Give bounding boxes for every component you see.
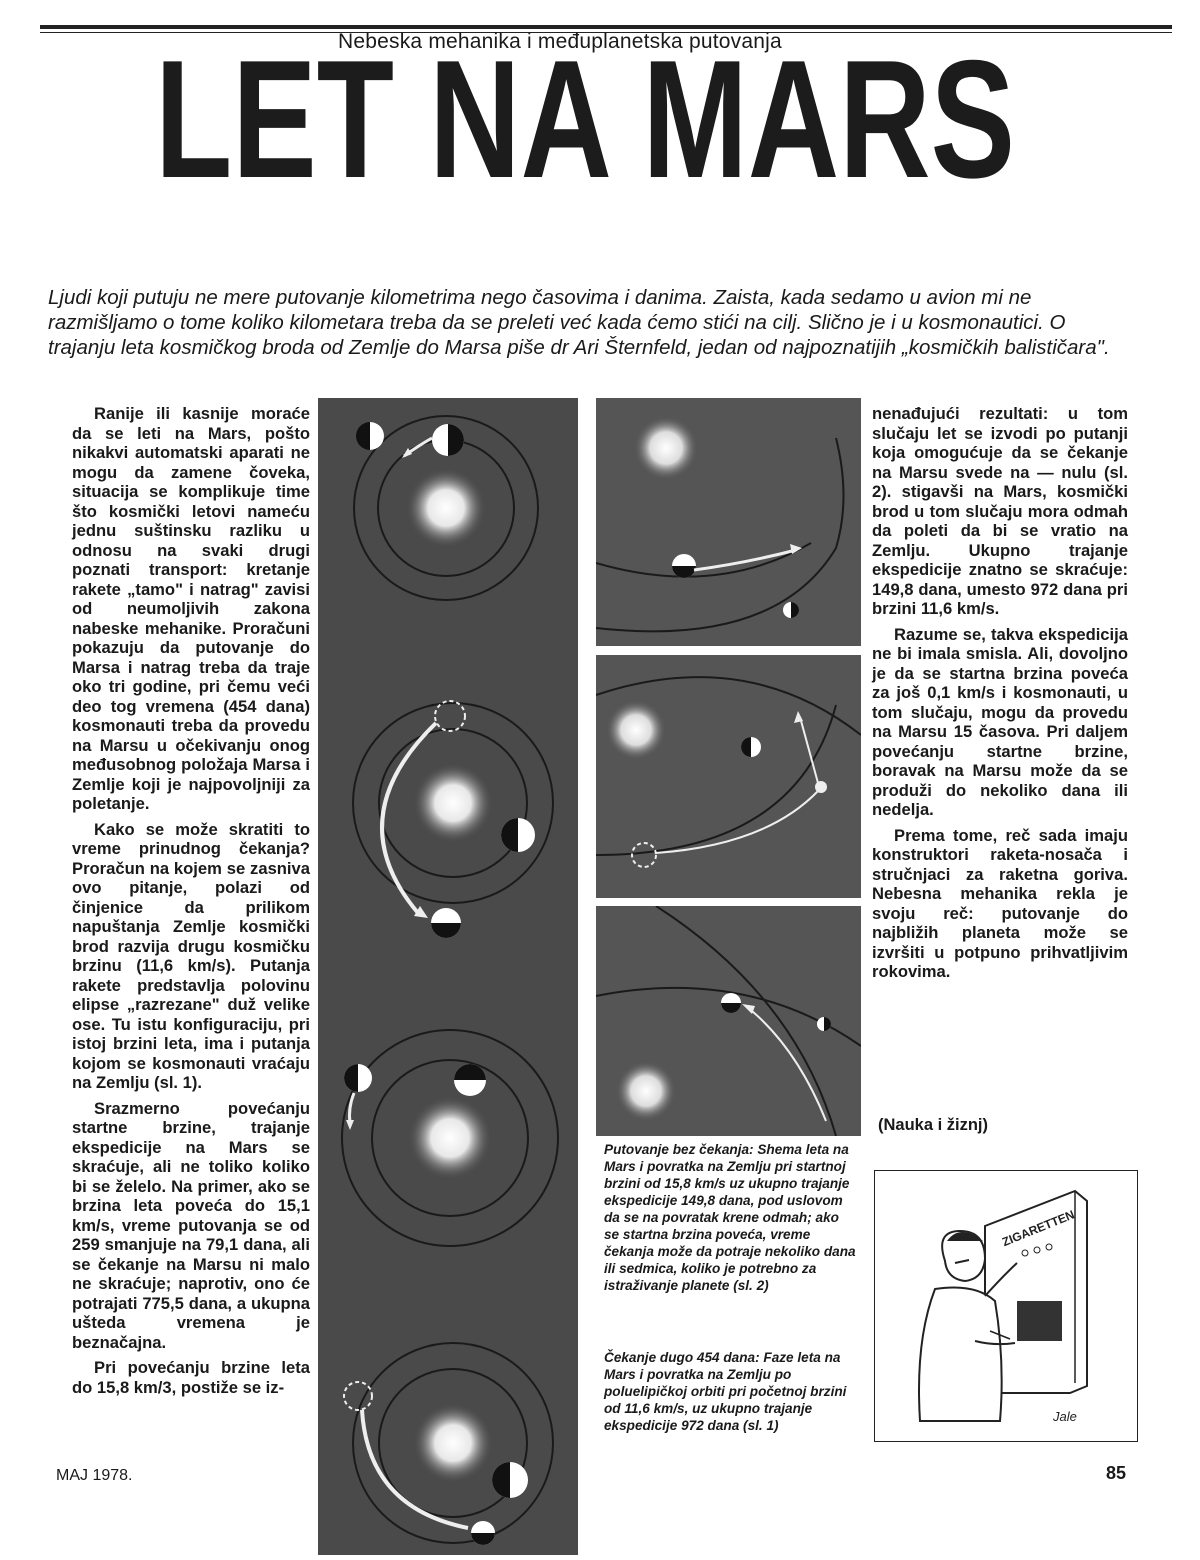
orbit-diagram-4	[344, 1343, 553, 1545]
trajectory-diagram-1	[596, 398, 861, 646]
trajectory-diagram-2	[596, 655, 861, 898]
orbit-diagrams	[318, 398, 578, 1555]
top-rule-thick	[40, 25, 1172, 29]
paragraph: Pri povećanju brzine leta do 15,8 km/3, postiže se iz-	[72, 1358, 310, 1397]
article-title-text: LET NA MARS	[155, 44, 1015, 194]
machine-label: ZIGARETTEN	[1000, 1207, 1077, 1250]
paragraph: Prema tome, reč sada imaju konstruktori raketa-nosača i stručnjaci za raketna goriva. Nebesna mehanika rekla je svoju reč: putovanje do najbližih planeta može se izvršiti u potpuno prihvatljivim rokovima.	[872, 825, 1128, 981]
figure-caption-1: Čekanje dugo 454 dana: Faze leta na Mars i povratka na Zemlju po poluelipičkoj orbiti pri početnoj brzini od 11,6 km/s, uz ukupno trajanje ekspedicije 972 dana (sl. 1)	[604, 1350, 847, 1433]
orbit-diagram-2	[353, 701, 553, 938]
cartoon-illustration	[874, 1170, 1138, 1442]
figure-panel-3	[596, 906, 861, 1136]
cigarette-machine-cartoon	[875, 1171, 1137, 1441]
orbit-diagram-1	[354, 416, 538, 600]
paragraph: Razume se, takva ekspedicija ne bi imala smisla. Ali, dovoljno je da se startna brzina poveća za još 0,1 km/s i kosmonauti, u tom slučaju, mogu da provedu na Marsu 15 časova. Pri daljem povećanju startne brzine, boravak na Marsu može da se produži do nekoliko dana ili nedelja.	[872, 624, 1128, 819]
article-title	[150, 44, 1020, 194]
figure-caption-2: Putovanje bez čekanja: Shema leta na Mars i povratka na Zemlju pri startnoj brzini od 15,8 km/s uz ukupno trajanje ekspedicije 149,8 dana, pod uslovom da se na povratak krene odmah; ako se startna brzina poveća, vreme čekanja može da potraje nekoliko dana ili sedmica, koliko je potrebno za istraživanje planete (sl. 2)	[604, 1142, 856, 1293]
paragraph: nenađujući rezultati: u tom slučaju let se izvodi po putanji koja omogućuje da se čekanje na Marsu svede na — nulu (sl. 2). stigavši na Mars, kosmički brod u tom slučaju mora odmah da poleti da bi se vratio na Zemlju. Ukupno trajanje ekspedicije znatno se skraćuje: 149,8 dana, umesto 972 dana pri brzini 11,6 km/s.	[872, 404, 1128, 618]
article-lead: Ljudi koji putuju ne mere putovanje kilometrima nego časovima i danima. Zaista, kada sedamo u avion mi ne razmišljamo o tome koliko kilometara treba da se preleti već kada ćemo stići na cilj. Slično je i u kosmonautici. O trajanju leta kosmičkog broda od Zemlje do Marsa piše dr Ari Šternfeld, jedan od najpoznatijih „kosmičkih balističara".	[48, 286, 1110, 359]
trajectory-diagram-3	[596, 906, 861, 1136]
article-source: (Nauka i žiznj)	[878, 1116, 989, 1134]
paragraph: Kako se može skratiti to vreme prinudnog čekanja? Proračun na kojem se zasniva ovo pitanje, polazi od činjenice da prilikom napuštanja Zemlje kosmički brod razvija drugu kosmičku brzinu (11,6 km/s). Putanja rakete predstavlja polovinu elipse „razrezane" duž velike ose. Tu istu konfiguraciju, pri istoj brzini leta, ima i putanja kojom se kosmonauti vraćaju na Zemlju (sl. 1).	[72, 819, 310, 1092]
issue-date: MAJ 1978.	[56, 1467, 133, 1484]
text-column-left	[72, 404, 310, 1403]
paragraph: Ranije ili kasnije moraće da se leti na Mars, pošto nikakvi automatski aparati ne mogu da zamene čoveka, situacija se komplikuje time što kosmički letovi nameću jednu suštinsku razliku u odnosu na svaki drugi poznati transport: kretanje rakete „tamo" i natrag" zavisi od neumoljivih zakona nabeske mehanike. Proračuni pokazuju da putovanje do Marsa i natrag treba da traje oko tri godine, pri čemu veći deo tog vremena (454 dana) kosmonauti treba da provedu na Marsu u očekivanju onog međusobnog položaja Marsa i Zemlje koji je najpovoljniji za poletanje.	[72, 404, 310, 813]
figure-panel-1	[596, 398, 861, 646]
text-column-right	[872, 404, 1128, 988]
paragraph: Srazmerno povećanju startne brzine, trajanje ekspedicije na Mars se skraćuje, ali ne toliko koliko bi se želelo. Na primer, ako se brzina leta poveća do 15,1 km/s, vreme putovanja se od 259 smanjuje na 79,1 dana, ali se čekanje na Marsu ni malo ne skraćuje; naprotiv, ono će potrajati 775,5 dana, a ukupna ušteda vremena je beznačajna.	[72, 1098, 310, 1352]
orbit-diagram-3	[342, 1030, 558, 1246]
figure-strip-orbits	[318, 398, 578, 1555]
page-number: 85	[1106, 1463, 1127, 1483]
article-kicker: Nebeska mehanika i međuplanetska putovanja	[338, 30, 782, 53]
figure-panel-2	[596, 655, 861, 898]
cartoon-signature: Jale	[1053, 1409, 1077, 1424]
